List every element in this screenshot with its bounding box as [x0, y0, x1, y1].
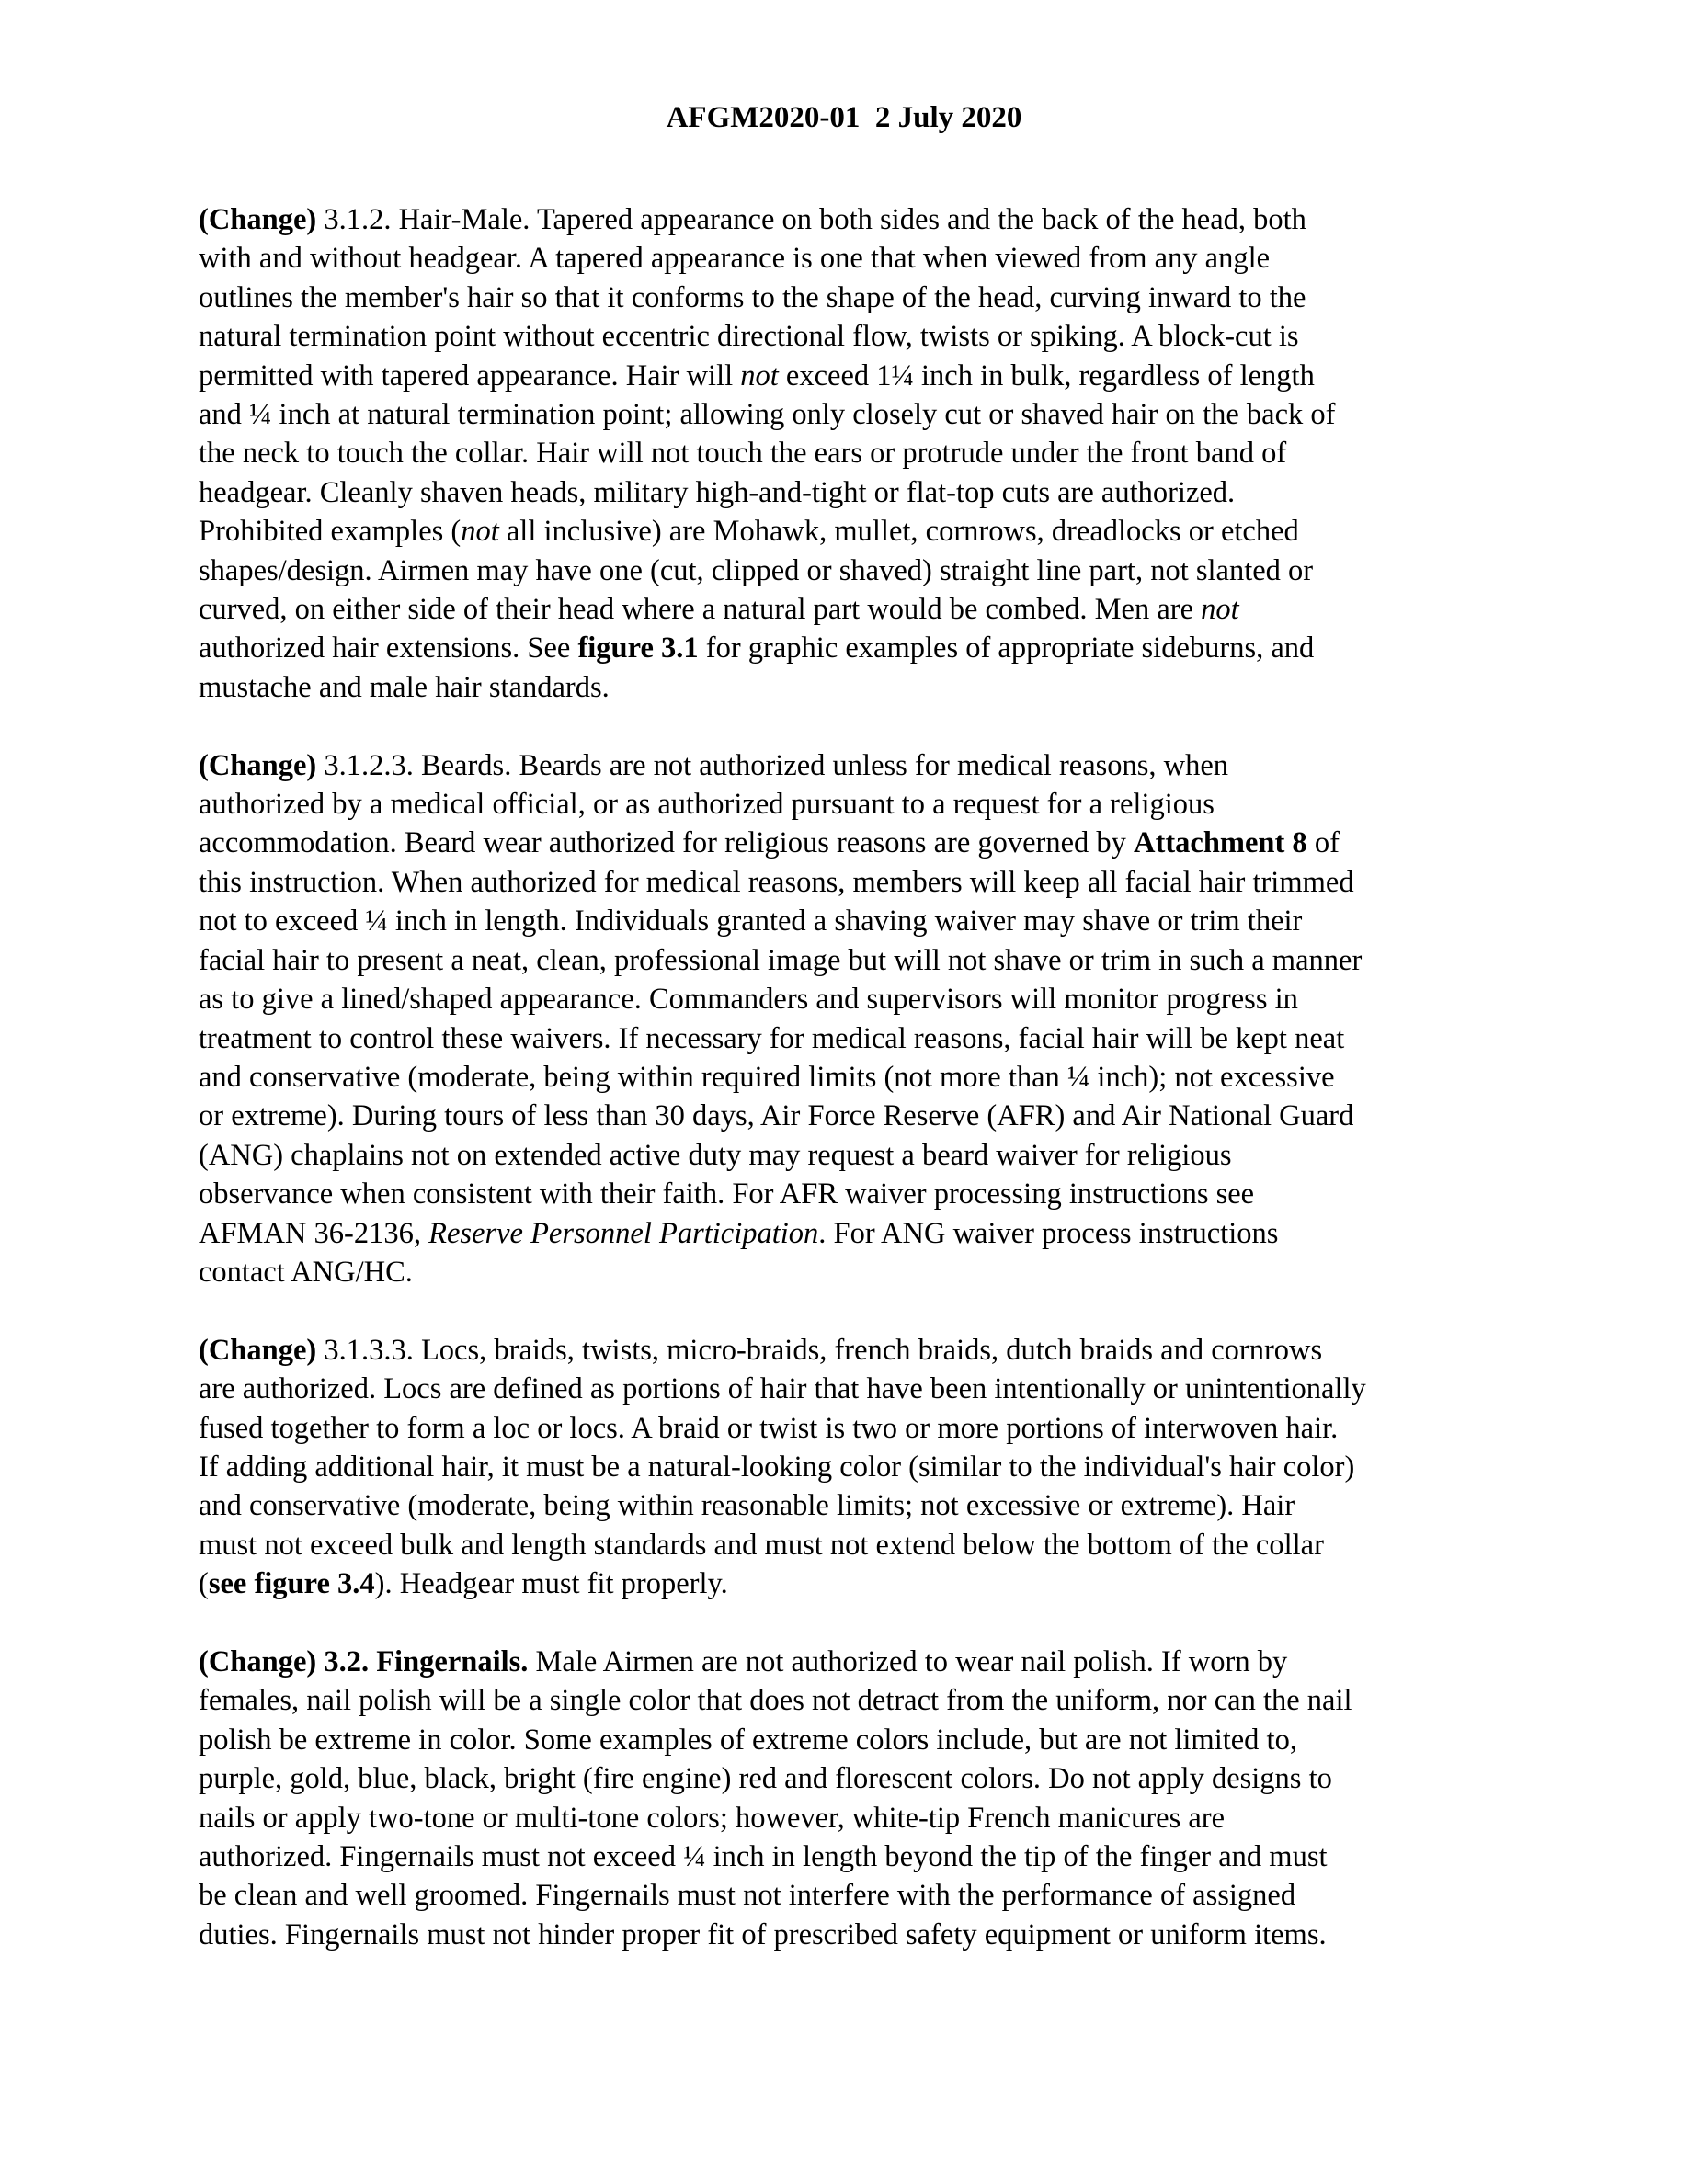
text-line: [199, 1253, 1504, 1291]
text-run: AFMAN 36-2136,: [199, 1216, 429, 1250]
text-line: [199, 1097, 1504, 1135]
text-line: [199, 1448, 1504, 1486]
text-run: of: [1306, 826, 1340, 860]
text-run: and ¼ inch at natural termination point; allowing only closely cut or shaved hair on the back of: [199, 398, 1336, 432]
text-run: (ANG) chaplains not on extended active duty may request a beard waiver for religious: [199, 1138, 1232, 1172]
text-run: all inclusive) are Mohawk, mullet, cornrows, dreadlocks or etched: [498, 515, 1299, 549]
text-run: and conservative (moderate, being within required limits (not more than ¼ inch); not excessive: [199, 1060, 1335, 1094]
text-line: [199, 1175, 1504, 1213]
text-line: [199, 941, 1504, 980]
text-run: with and without headgear. A tapered appearance is one that when viewed from any angle: [199, 242, 1271, 276]
text-line: [199, 1759, 1504, 1798]
text-run: duties. Fingernails must not hinder proper fit of prescribed safety equipment or uniform items.: [199, 1917, 1327, 1951]
text-line: [199, 902, 1504, 940]
paragraph: [199, 1643, 1504, 1954]
text-line: [199, 1643, 1504, 1681]
bold-text: (Change): [199, 1333, 317, 1367]
text-run: If adding additional hair, it must be a natural-looking color (similar to the individual's hair color): [199, 1450, 1355, 1484]
text-line: [199, 785, 1504, 824]
text-line: [199, 863, 1504, 902]
text-run: fused together to form a loc or locs. A braid or twist is two or more portions of interwoven hair.: [199, 1411, 1339, 1445]
text-line: [199, 1799, 1504, 1837]
text-line: [199, 552, 1504, 590]
text-run: facial hair to present a neat, clean, professional image but will not shave or trim in such a manner: [199, 943, 1363, 977]
bold-text: (Change): [199, 748, 317, 782]
text-run: . For ANG waiver process instructions: [818, 1216, 1279, 1250]
text-line: [199, 1370, 1504, 1408]
text-line: [199, 239, 1504, 278]
text-run: polish be extreme in color. Some examples of extreme colors include, but are not limited to,: [199, 1723, 1297, 1757]
document-body: [199, 200, 1504, 1994]
text-run: authorized by a medical official, or as authorized pursuant to a request for a religious: [199, 788, 1215, 822]
text-run: outlines the member's hair so that it conforms to the shape of the head, curving inward to the: [199, 280, 1306, 314]
text-run: (: [199, 1567, 209, 1601]
bold-text: Attachment 8: [1134, 826, 1307, 860]
text-run: nails or apply two-tone or multi-tone colors; however, white-tip French manicures are: [199, 1801, 1226, 1835]
text-run: mustache and male hair standards.: [199, 670, 610, 704]
text-line: [199, 1058, 1504, 1097]
text-run: Male Airmen are not authorized to wear nail polish. If worn by: [528, 1644, 1288, 1678]
text-line: [199, 590, 1504, 629]
text-run: 3.1.2. Hair-Male. Tapered appearance on both sides and the back of the head, both: [316, 203, 1306, 236]
text-line: [199, 357, 1504, 395]
text-run: and conservative (moderate, being within reasonable limits; not excessive or extreme). Hair: [199, 1489, 1295, 1523]
text-line: [199, 1136, 1504, 1175]
text-run: curved, on either side of their head where a natural part would be combed. Men are: [199, 593, 1202, 627]
text-run: observance when consistent with their faith. For AFR waiver processing instructions see: [199, 1177, 1255, 1211]
bold-text: (Change) 3.2. Fingernails.: [199, 1644, 529, 1678]
text-run: for graphic examples of appropriate sideburns, and: [698, 631, 1315, 665]
text-run: not to exceed ¼ inch in length. Individuals granted a shaving waiver may shave or trim their: [199, 904, 1303, 938]
text-run: authorized hair extensions. See: [199, 631, 578, 665]
text-run: females, nail polish will be a single color that does not detract from the uniform, nor can the nail: [199, 1684, 1352, 1718]
text-run: natural termination point without eccentric directional flow, twists or spiking. A block-cut is: [199, 320, 1299, 354]
text-run: this instruction. When authorized for medical reasons, members will keep all facial hair trimmed: [199, 865, 1354, 899]
text-run: treatment to control these waivers. If necessary for medical reasons, facial hair will be kept neat: [199, 1021, 1345, 1055]
text-line: [199, 200, 1504, 239]
text-line: [199, 824, 1504, 862]
text-run: Prohibited examples (: [199, 515, 462, 549]
text-run: ). Headgear must fit properly.: [374, 1567, 728, 1601]
italic-text: not: [1201, 593, 1239, 627]
text-line: [199, 1331, 1504, 1370]
text-run: exceed 1¼ inch in bulk, regardless of length: [778, 358, 1315, 392]
text-run: shapes/design. Airmen may have one (cut, clipped or shaved) straight line part, not slanted or: [199, 553, 1314, 587]
text-line: [199, 746, 1504, 785]
italic-text: not: [461, 515, 499, 549]
paragraph: [199, 1331, 1504, 1604]
italic-text: Reserve Personnel Participation: [428, 1216, 819, 1250]
text-run: accommodation. Beard wear authorized for religious reasons are governed by: [199, 826, 1135, 860]
paragraph: [199, 746, 1504, 1292]
bold-text: (Change): [199, 203, 317, 236]
text-run: headgear. Cleanly shaven heads, military high-and-tight or flat-top cuts are authorized.: [199, 475, 1236, 509]
text-line: [199, 980, 1504, 1018]
italic-text: ,: [819, 1333, 827, 1367]
bold-text: figure 3.1: [577, 631, 699, 665]
text-run: french braids, dutch braids and cornrows: [827, 1333, 1323, 1367]
text-line: [199, 1876, 1504, 1915]
text-run: must not exceed bulk and length standards and must not extend below the bottom of the collar: [199, 1528, 1324, 1562]
text-line: [199, 668, 1504, 707]
text-run: permitted with tapered appearance. Hair will: [199, 358, 741, 392]
text-line: [199, 1916, 1504, 1954]
paragraph: [199, 200, 1504, 707]
text-line: [199, 395, 1504, 434]
text-line: [199, 1526, 1504, 1564]
text-line: [199, 1837, 1504, 1876]
bold-text: see figure 3.4: [208, 1567, 375, 1601]
text-line: [199, 1486, 1504, 1525]
text-run: are authorized. Locs are defined as portions of hair that have been intentionally or unintentionally: [199, 1372, 1366, 1406]
italic-text: not: [740, 358, 779, 392]
document-header: AFGM2020-01 2 July 2020: [666, 101, 1022, 134]
text-run: authorized. Fingernails must not exceed ¼ inch in length beyond the tip of the finger and must: [199, 1840, 1328, 1874]
text-run: contact ANG/HC.: [199, 1255, 413, 1289]
text-run: be clean and well groomed. Fingernails must not interfere with the performance of assigned: [199, 1879, 1296, 1913]
text-line: [199, 1409, 1504, 1448]
text-line: [199, 1564, 1504, 1603]
text-run: 3.1.3.3. Locs, braids, twists, micro-braids: [316, 1333, 820, 1367]
text-line: [199, 1019, 1504, 1058]
text-line: [199, 279, 1504, 317]
text-run: 3.1.2.3. Beards. Beards are not authorized unless for medical reasons, when: [316, 748, 1229, 782]
text-line: [199, 1681, 1504, 1720]
text-run: the neck to touch the collar. Hair will not touch the ears or protrude under the front band of: [199, 437, 1287, 471]
text-line: [199, 434, 1504, 472]
text-run: as to give a lined/shaped appearance. Commanders and supervisors will monitor progress in: [199, 983, 1298, 1017]
text-line: [199, 1721, 1504, 1759]
text-line: [199, 629, 1504, 667]
text-run: purple, gold, blue, black, bright (fire engine) red and florescent colors. Do not apply designs to: [199, 1762, 1332, 1796]
text-line: [199, 1214, 1504, 1253]
text-line: [199, 512, 1504, 551]
text-run: or extreme). During tours of less than 30 days, Air Force Reserve (AFR) and Air National Guard: [199, 1099, 1354, 1133]
text-line: [199, 473, 1504, 512]
text-line: [199, 317, 1504, 356]
